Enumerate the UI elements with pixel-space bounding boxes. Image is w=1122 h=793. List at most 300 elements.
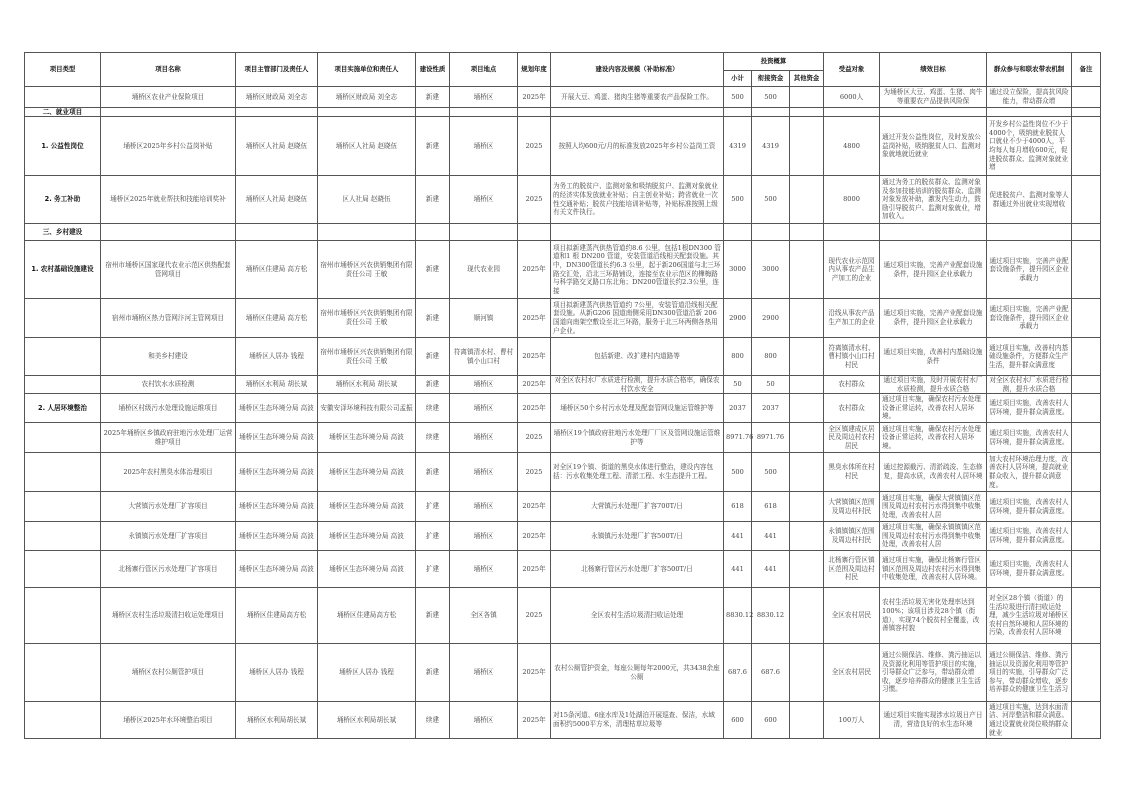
cell-content (551, 176, 724, 224)
cell-text: 通过开发公益性岗位，及时发放公益岗补贴，吸纳脱贫人口、监测对象就地就近就业 (882, 133, 981, 159)
cell-content (551, 241, 724, 299)
cell-text: 埇桥区 (473, 141, 494, 150)
cell-text: 通过项目实施，改善农村人居环境，提升群众满意度。 (989, 527, 1069, 544)
cell-type (25, 224, 101, 241)
cell-text: 600 (731, 715, 744, 724)
cell-text: 全区农村生活垃圾清扫收运处理 (590, 611, 684, 620)
table-row (25, 87, 1101, 108)
cell-mechanism (987, 551, 1072, 588)
cell-text: 通过项目实施，改善村内基础设施条件 (883, 347, 983, 365)
cell-impl (318, 492, 416, 522)
cell-year (518, 108, 551, 117)
cell-mechanism (987, 108, 1072, 117)
cell-text: 埇桥区人社局 赵晓伍 (245, 195, 308, 204)
cell-nature (416, 394, 450, 423)
cell-remark (1072, 108, 1101, 117)
cell-text: 500 (731, 195, 744, 204)
cell-dept (236, 588, 318, 644)
cell-text: 通过项目实施，及时开展农村水厂水质检测，提升水质合格 (883, 376, 983, 393)
header-nature: 建设性质 (416, 53, 450, 87)
cell-name (101, 551, 236, 588)
cell-impl (318, 87, 416, 108)
cell-dept (236, 108, 318, 117)
cell-text: 50 (733, 380, 742, 389)
cell-linked (752, 376, 790, 394)
cell-text: 1. 农村基础设施建设 (31, 265, 94, 274)
cell-content (551, 551, 724, 588)
cell-name (101, 108, 236, 117)
cell-beneficiary (824, 551, 880, 588)
cell-text: 埇桥区人居办 钱程 (249, 352, 304, 361)
cell-text: 埇桥区村级污水处理设施运维项目 (118, 403, 218, 412)
cell-text: 按照人均600元/月的标准发放2025年乡村公益岗工资 (558, 141, 716, 150)
cell-text: 2025年 (522, 265, 546, 274)
cell-linked (752, 241, 790, 299)
cell-year (518, 453, 551, 492)
cell-type (25, 423, 101, 453)
cell-text: 通过公厕保洁、维修、粪污抽运以及资源化利用等管护项目的实施，引导群众广泛参与，带动群众增收，逐步培养群众的健康卫生生活习 (989, 651, 1069, 694)
cell-linked (752, 299, 790, 338)
cell-text: 续建 (425, 433, 440, 442)
cell-impl (318, 423, 416, 453)
cell-text: 8971.76 (726, 433, 754, 442)
cell-beneficiary (824, 376, 880, 394)
cell-beneficiary (824, 87, 880, 108)
cell-goal (880, 453, 987, 492)
cell-linked (752, 176, 790, 224)
cell-text: 687.6 (728, 668, 747, 677)
cell-text: 对全区19个镇、街道的黑臭水体进行整治，建设内容包括：污水收集处理工程、清淤工程、水生态提升工程。 (553, 463, 714, 480)
cell-year (518, 176, 551, 224)
cell-text: 通过项目实施，确保农村污水处理设备正常运转，改善农村人居环境。 (882, 395, 981, 421)
cell-remark (1072, 376, 1101, 394)
cell-content (551, 376, 724, 394)
cell-text: 4800 (843, 141, 860, 150)
cell-other (790, 588, 824, 644)
cell-linked (752, 492, 790, 522)
cell-subtotal (724, 522, 752, 551)
cell-type (25, 644, 101, 702)
table-row (25, 376, 1101, 394)
cell-name (101, 492, 236, 522)
cell-text: 2025年 (522, 403, 546, 412)
cell-impl (318, 117, 416, 176)
cell-text: 埇桥区人居办 钱程 (339, 668, 394, 677)
cell-location (450, 338, 518, 376)
cell-text: 埇桥区住建局高方松 (246, 611, 307, 620)
cell-other (790, 644, 824, 702)
table-row (25, 117, 1101, 176)
cell-beneficiary (824, 338, 880, 376)
cell-text: 2025年农村黑臭水体治理项目 (123, 467, 213, 476)
table-row (25, 241, 1101, 299)
cell-name (101, 117, 236, 176)
header-linked-funds: 衔接资金 (752, 71, 790, 87)
header-remark: 备注 (1072, 53, 1101, 87)
cell-subtotal (724, 117, 752, 176)
cell-text: 新建 (425, 313, 440, 322)
cell-text: 2025年 (522, 502, 546, 511)
cell-text: 3000 (729, 265, 746, 274)
cell-text: 新建 (425, 352, 440, 361)
cell-type (25, 492, 101, 522)
cell-text: 2025年 (522, 564, 546, 573)
cell-text: 通过项目实施，确保永镇镇镇区范围及周边村农村污水得到集中收集处理，改善农村人居 (882, 523, 981, 549)
cell-text: 埇桥区财政局 刘全志 (245, 92, 308, 101)
cell-goal (880, 394, 987, 423)
cell-dept (236, 644, 318, 702)
header-mechanism: 群众参与和联农带农机制 (987, 53, 1072, 87)
cell-goal (880, 551, 987, 588)
cell-text: 新建 (425, 265, 440, 274)
cell-text: 2900 (762, 313, 779, 322)
cell-text: 全区农村居民 (831, 668, 872, 677)
table-row (25, 453, 1101, 492)
cell-dept (236, 394, 318, 423)
cell-text: 2. 人居环境整治 (38, 403, 87, 412)
cell-dept (236, 376, 318, 394)
cell-text: 对全区农村水厂水质进行检测，提升水质合格率，确保农村饮水安全 (554, 376, 720, 393)
cell-content (551, 522, 724, 551)
cell-type (25, 241, 101, 299)
cell-year (518, 702, 551, 739)
cell-type (25, 87, 101, 108)
cell-other (790, 423, 824, 453)
cell-linked (752, 108, 790, 117)
cell-other (790, 108, 824, 117)
cell-text: 埇桥区生态环境分局 高波 (239, 531, 314, 540)
header-investment: 投资概算 (724, 53, 824, 71)
table-body (25, 87, 1101, 739)
cell-text: 通过为务工的脱贫群众、监测对象及参加技能培训的脱贫群众、监测对象发放补助，激发内生动力，鼓励引导脱贫户、监测对象就业，增加收入。 (882, 178, 981, 221)
cell-subtotal (724, 394, 752, 423)
cell-other (790, 338, 824, 376)
cell-mechanism (987, 453, 1072, 492)
cell-mechanism (987, 241, 1072, 299)
cell-text: 扩建 (425, 531, 440, 540)
cell-text: 符离镇清水村、曹村镇小山口村村民 (828, 343, 875, 369)
cell-mechanism (987, 522, 1072, 551)
cell-year (518, 224, 551, 241)
cell-name (101, 299, 236, 338)
cell-text: 埇桥区农村生活垃圾清扫收运处理项目 (111, 611, 225, 620)
cell-text: 100万人 (838, 715, 865, 724)
cell-remark (1072, 588, 1101, 644)
cell-text: 通过项目实施，确保农村污水处理设备正常运转，改善农村人居环境。 (882, 424, 981, 450)
cell-year (518, 588, 551, 644)
cell-name (101, 224, 236, 241)
cell-year (518, 299, 551, 338)
cell-text: 扩建 (425, 502, 440, 511)
cell-text: 埇桥区2025年乡村公益岗补贴 (123, 141, 213, 150)
cell-other (790, 241, 824, 299)
cell-dept (236, 241, 318, 299)
cell-text: 埇桥区住建局 高方松 (245, 313, 308, 322)
cell-text: 埇桥区2025年水环境整治项目 (123, 715, 213, 724)
cell-text: 441 (764, 564, 777, 573)
header-content: 建设内容及规模（补助标准） (551, 53, 724, 87)
cell-text: 500 (764, 467, 777, 476)
cell-other (790, 176, 824, 224)
cell-text: 区人社局 赵晓伍 (342, 195, 391, 204)
cell-text: 项目拟新建蒸汽供热管道约8.6 公里，包括1根DN300 管道和1 根 DN200 管道，安装管道沿线相关配套设施。其中，DN300管道长约6.3 公里，起于新206国道与北三环路交汇处，沿北三环路铺设，连接至农业示范区的樺梅路与科学路交叉路口东北角；DN200管道长约2.3公里，连接 (553, 243, 721, 295)
cell-mechanism (987, 492, 1072, 522)
cell-beneficiary (824, 588, 880, 644)
cell-nature (416, 453, 450, 492)
cell-text: 新建 (425, 195, 440, 204)
cell-remark (1072, 394, 1101, 423)
cell-type (25, 453, 101, 492)
cell-text: 埇桥区人社局 赵晓伍 (335, 141, 398, 150)
cell-text: 通过公厕保洁、维修、粪污抽运以及资源化利用等管护项目的实施，引导群众广泛参与，带动群众增收，逐步培养群众的健康卫生生活习惯。 (882, 651, 981, 694)
cell-text: 埇桥区50个乡村污水处理及配套管网设施运管维护等 (560, 403, 714, 412)
table-row (25, 522, 1101, 551)
cell-other (790, 453, 824, 492)
cell-beneficiary (824, 117, 880, 176)
cell-text: 农村群众 (838, 380, 865, 389)
cell-text: 埇桥区水利局 胡长斌 (245, 380, 308, 389)
cell-name (101, 702, 236, 739)
cell-text: 2037 (729, 403, 746, 412)
cell-location (450, 87, 518, 108)
cell-beneficiary (824, 522, 880, 551)
cell-text: 对全区28个镇（街道）的生活垃圾进行清扫收运处理，减少生活垃圾对埇桥区农村自然环境和人居环境的污染，改善农村人居环境 (989, 594, 1069, 637)
cell-remark (1072, 338, 1101, 376)
cell-text: 通过项目实施，达到水面清洁、河岸整洁和群众满意。通过设置就业岗位吸纳群众就业 (989, 702, 1069, 737)
cell-text: 2025 (525, 141, 543, 150)
cell-text: 续建 (425, 403, 440, 412)
cell-other (790, 522, 824, 551)
cell-type (25, 176, 101, 224)
table-row (25, 423, 1101, 453)
cell-text: 通过项目实施，改善农村人居环境，提升群众满意度。 (989, 399, 1069, 416)
cell-remark (1072, 702, 1101, 739)
cell-subtotal (724, 338, 752, 376)
cell-text: 埇桥区 (473, 92, 494, 101)
cell-text: 扩建 (425, 564, 440, 573)
cell-text: 687.6 (761, 668, 780, 677)
cell-type (25, 108, 101, 117)
cell-location (450, 453, 518, 492)
cell-goal (880, 522, 987, 551)
cell-year (518, 376, 551, 394)
cell-text: 通过项目实施，完善产业配套设施条件，提升园区企业承载力 (883, 260, 983, 278)
cell-goal (880, 423, 987, 453)
cell-year (518, 338, 551, 376)
cell-text: 新建 (425, 467, 440, 476)
cell-linked (752, 551, 790, 588)
cell-text: 埇桥区 (473, 195, 494, 204)
cell-text: 全区镇建成区居民及周边村农村居民 (828, 424, 875, 450)
cell-remark (1072, 644, 1101, 702)
table-header (25, 53, 1101, 87)
cell-name (101, 423, 236, 453)
cell-year (518, 551, 551, 588)
cell-text: 通过项目实施，改善农村人居环境，提升群众满意度。 (989, 497, 1069, 515)
cell-other (790, 551, 824, 588)
table-row (25, 394, 1101, 423)
cell-impl (318, 588, 416, 644)
cell-text: 新建 (425, 141, 440, 150)
cell-text: 埇桥区 (473, 715, 494, 724)
cell-type (25, 551, 101, 588)
cell-impl (318, 551, 416, 588)
cell-type (25, 702, 101, 739)
cell-text: 埇桥区 (473, 467, 494, 476)
cell-text: 埇桥区2025年就业帮扶和技能培训奖补 (110, 195, 226, 204)
cell-dept (236, 492, 318, 522)
cell-text: 埇桥区住建局 高方松 (245, 265, 308, 274)
cell-linked (752, 588, 790, 644)
cell-location (450, 702, 518, 739)
cell-text: 埇桥区生态环境分局 高波 (329, 502, 404, 511)
cell-text: 项目拟新建蒸汽供热管道约 7公里，安装管道沿线相关配套设施。从新G206 国道南侧采用DN300管道沿新 206 国道向南架空敷设至北三环路，服务于北三环两侧各热用户企业。 (553, 300, 718, 335)
cell-goal (880, 176, 987, 224)
cell-goal (880, 702, 987, 739)
table-row (25, 299, 1101, 338)
cell-text: 通过项目实施实现涉水垃圾日产日清，营造良好的水生态环境 (883, 711, 983, 728)
cell-mechanism (987, 176, 1072, 224)
cell-text: 现代农业园 (467, 265, 500, 274)
cell-nature (416, 376, 450, 394)
cell-text: 埇桥区财政局 刘全志 (335, 92, 398, 101)
cell-type (25, 588, 101, 644)
cell-text: 通过项目实施，改善农村人居环境，提升群众满意度。 (989, 560, 1069, 577)
cell-type (25, 376, 101, 394)
project-table (24, 52, 1101, 739)
cell-text: 埇桥区 (473, 502, 494, 511)
cell-subtotal (724, 551, 752, 588)
cell-text: 安徽安泽环境科技有限公司孟振 (320, 403, 413, 412)
cell-text: 埇桥区 (473, 531, 494, 540)
cell-text: 4319 (762, 141, 779, 150)
cell-other (790, 492, 824, 522)
table-row (25, 702, 1101, 739)
header-impl: 项目实施单位和责任人 (318, 53, 416, 87)
cell-text: 441 (731, 531, 744, 540)
cell-text: 促进脱贫户、监测对象等人群通过外出就业实现增收 (989, 190, 1069, 208)
cell-name (101, 241, 236, 299)
cell-linked (752, 702, 790, 739)
cell-text: 2025 (525, 467, 543, 476)
cell-text: 500 (731, 92, 744, 101)
cell-linked (752, 224, 790, 241)
header-other-funds: 其他资金 (790, 71, 824, 87)
cell-text: 顺河镇 (473, 313, 494, 322)
cell-text: 宿州市埇桥区兴农供销集团有限责任公司 王敏 (320, 347, 413, 365)
cell-impl (318, 453, 416, 492)
cell-goal (880, 241, 987, 299)
cell-text: 埇桥区水利局胡长斌 (336, 715, 397, 724)
cell-text: 农村群众 (838, 403, 865, 412)
cell-text: 通过项目实施，确保北杨寨行管区镇区范围及周边村农村污水得到集中收集处理，改善农村人居环境。 (882, 556, 981, 582)
cell-text: 三、乡村建设 (42, 227, 83, 236)
cell-other (790, 299, 824, 338)
cell-nature (416, 117, 450, 176)
cell-name (101, 176, 236, 224)
cell-remark (1072, 453, 1101, 492)
cell-goal (880, 588, 987, 644)
cell-text: 埇桥区生态环境分局 高波 (239, 433, 314, 442)
cell-text: 2025 (525, 611, 543, 620)
cell-location (450, 588, 518, 644)
cell-type (25, 338, 101, 376)
cell-text: 永镇镇污水处理厂扩容500T/日 (591, 531, 683, 540)
cell-text: 通过项目实施，改善农村人居环境，提升群众满意度。 (989, 428, 1069, 446)
cell-year (518, 492, 551, 522)
cell-text: 600 (764, 715, 777, 724)
cell-goal (880, 492, 987, 522)
cell-text: 北杨寨行管区镇区范围及周边村村民 (828, 556, 875, 582)
cell-location (450, 241, 518, 299)
table-row (25, 492, 1101, 522)
cell-year (518, 87, 551, 108)
cell-linked (752, 644, 790, 702)
cell-remark (1072, 117, 1101, 176)
cell-text: 800 (764, 352, 777, 361)
cell-mechanism (987, 224, 1072, 241)
cell-content (551, 702, 724, 739)
cell-name (101, 522, 236, 551)
cell-text: 宿州市埇桥区热力管网汴河主管网项目 (111, 313, 225, 322)
cell-dept (236, 176, 318, 224)
cell-content (551, 117, 724, 176)
cell-nature (416, 224, 450, 241)
table-row (25, 588, 1101, 644)
cell-text: 埇桥区人社局 赵晓伍 (245, 141, 308, 150)
cell-text: 2025年 (522, 531, 546, 540)
cell-remark (1072, 176, 1101, 224)
cell-text: 永镇镇污水处理厂扩容项目 (128, 531, 208, 540)
cell-impl (318, 108, 416, 117)
cell-text: 全区各镇 (470, 611, 497, 620)
cell-text: 为埇桥区大豆、鸡蛋、生猪、肉牛等重要农产品提供风险保 (883, 88, 983, 105)
cell-text: 441 (764, 531, 777, 540)
cell-content (551, 338, 724, 376)
cell-text: 宿州市埇桥区兴农供销集团有限责任公司 王敏 (320, 260, 413, 278)
cell-subtotal (724, 87, 752, 108)
cell-linked (752, 394, 790, 423)
cell-linked (752, 117, 790, 176)
cell-type (25, 299, 101, 338)
cell-text: 农村生活垃圾无害化处理率达到100%；该项目涉及28个镇（街道），实现74个脱贫村全覆盖，改善镇容村貌 (882, 598, 980, 633)
cell-text: 开发乡村公益性岗位不少于4000个，吸纳就业脱贫人口就业不少于4000人，平均每人每月增收600元，促进脱贫群众、监测对象就业增 (989, 120, 1069, 172)
cell-impl (318, 176, 416, 224)
cell-text: 新建 (425, 380, 440, 389)
cell-goal (880, 376, 987, 394)
cell-text: 500 (764, 195, 777, 204)
cell-mechanism (987, 423, 1072, 453)
cell-subtotal (724, 588, 752, 644)
cell-text: 2025年 (522, 92, 546, 101)
cell-text: 大营镇污水处理厂扩容700T/日 (591, 502, 683, 511)
cell-beneficiary (824, 224, 880, 241)
cell-linked (752, 423, 790, 453)
cell-text: 埇桥区生态环境分局 高波 (329, 433, 404, 442)
cell-text: 为务工的脱贫户、监测对象和吸纳脱贫户、监测对象就业的经济实体发放就业补贴；自主创业补贴；跨省就业一次性交通补贴；脱贫户技能培训补贴等，补贴标准按照上级有关文件执行。 (553, 182, 718, 217)
cell-other (790, 702, 824, 739)
cell-text: 通过项目实施，完善产业配套设施条件，提升园区企业承载力 (883, 309, 983, 326)
header-subtotal: 小计 (724, 71, 752, 87)
cell-nature (416, 108, 450, 117)
cell-beneficiary (824, 453, 880, 492)
cell-text: 埇桥区人居办 钱程 (249, 668, 304, 677)
cell-dept (236, 117, 318, 176)
cell-remark (1072, 551, 1101, 588)
cell-other (790, 224, 824, 241)
cell-text: 8830.12 (756, 611, 785, 620)
cell-nature (416, 492, 450, 522)
